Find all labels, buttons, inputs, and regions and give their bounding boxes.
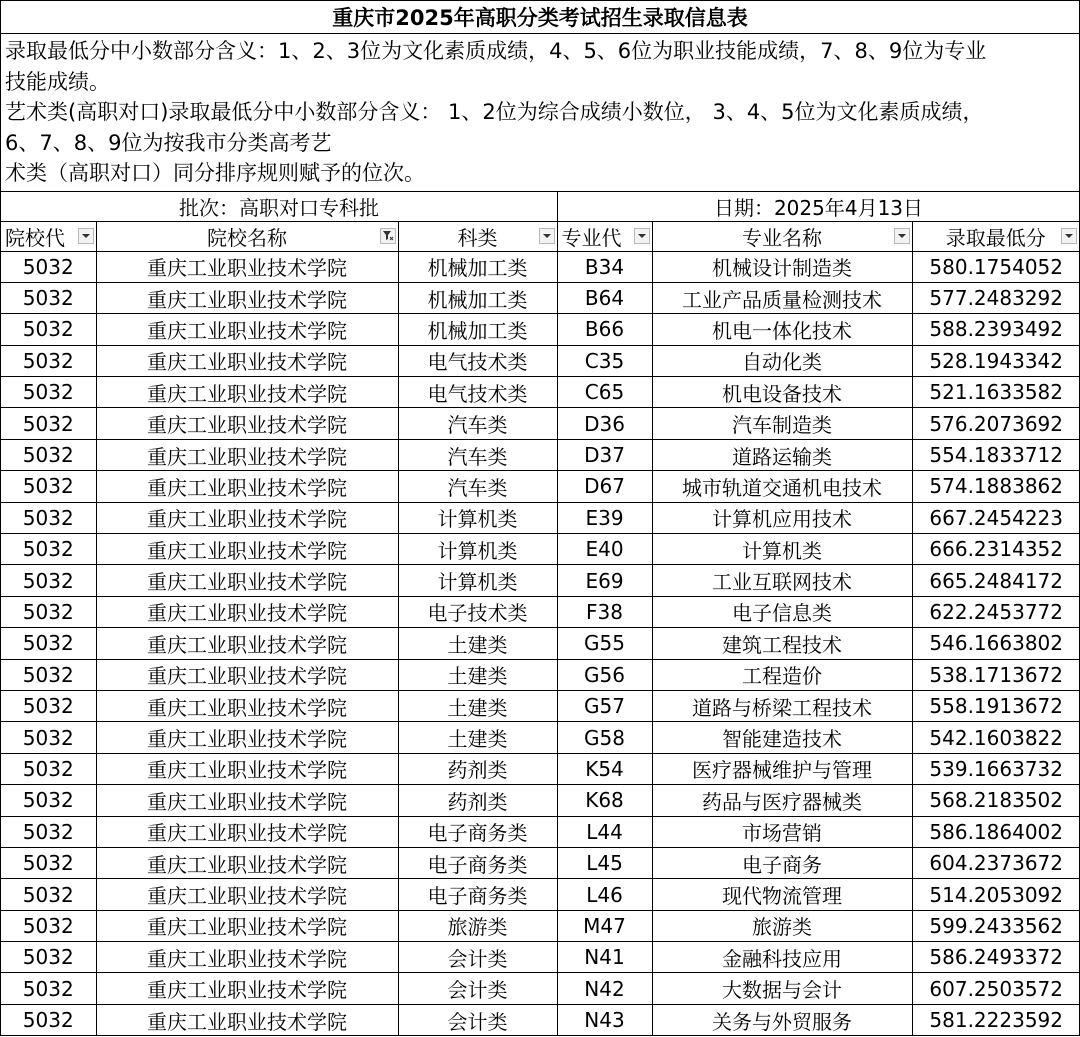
col-header-major-name [652, 222, 912, 252]
school-code-cell[interactable]: 5032 [1, 596, 96, 627]
min-score-cell[interactable]: 542.1603822 [912, 722, 1079, 753]
table-row [1, 596, 1079, 627]
batch-label: 批次：高职对口专科批 [1, 192, 558, 221]
school-name-cell[interactable]: 重庆工业职业技术学院 [96, 282, 398, 313]
school-code-cell[interactable]: 5032 [1, 628, 96, 659]
major-code-cell[interactable]: C65 [557, 377, 652, 408]
min-score-cell[interactable]: 521.1633582 [912, 377, 1079, 408]
category-cell[interactable]: 电子商务类 [398, 816, 557, 847]
major-code-cell[interactable]: G57 [557, 690, 652, 721]
major-name-cell[interactable]: 城市轨道交通机电技术 [652, 471, 912, 502]
major-code-cell[interactable]: G58 [557, 722, 652, 753]
school-name-cell[interactable]: 重庆工业职业技术学院 [96, 345, 398, 376]
major-code-cell[interactable]: B34 [557, 251, 652, 282]
table-row [1, 628, 1079, 659]
major-name-cell[interactable]: 道路与桥梁工程技术 [652, 690, 912, 721]
major-code-cell[interactable]: G56 [557, 659, 652, 690]
category-cell[interactable]: 机械加工类 [398, 251, 557, 282]
table-row [1, 973, 1079, 1004]
school-name-cell[interactable]: 重庆工业职业技术学院 [96, 314, 398, 345]
school-code-cell[interactable]: 5032 [1, 345, 96, 376]
col-header-label: 科类 [457, 225, 498, 250]
major-code-cell[interactable]: N42 [557, 973, 652, 1004]
col-header-label: 录取最低分 [945, 225, 1046, 250]
min-score-cell[interactable]: 538.1713672 [912, 659, 1079, 690]
category-cell[interactable]: 电气技术类 [398, 345, 557, 376]
major-code-cell[interactable]: L45 [557, 847, 652, 878]
table-row [1, 439, 1079, 470]
filter-active-button[interactable] [380, 228, 396, 244]
school-name-cell[interactable]: 重庆工业职业技术学院 [96, 816, 398, 847]
school-code-cell[interactable]: 5032 [1, 973, 96, 1004]
school-code-cell[interactable]: 5032 [1, 565, 96, 596]
min-score-cell[interactable]: 665.2484172 [912, 565, 1079, 596]
header-row [1, 222, 1079, 252]
major-name-cell[interactable]: 道路运输类 [652, 439, 912, 470]
school-name-cell[interactable]: 重庆工业职业技术学院 [96, 628, 398, 659]
category-cell[interactable]: 电子商务类 [398, 879, 557, 910]
school-name-cell[interactable]: 重庆工业职业技术学院 [96, 251, 398, 282]
major-name-cell[interactable]: 工程造价 [652, 659, 912, 690]
table-row [1, 345, 1079, 376]
category-cell[interactable]: 计算机类 [398, 502, 557, 533]
category-cell[interactable]: 药剂类 [398, 753, 557, 784]
school-code-cell[interactable]: 5032 [1, 753, 96, 784]
col-header-label: 专业名称 [742, 225, 822, 250]
col-header-school-name [96, 222, 398, 252]
category-cell[interactable]: 计算机类 [398, 565, 557, 596]
table-row [1, 282, 1079, 313]
table-row [1, 753, 1079, 784]
major-name-cell[interactable]: 现代物流管理 [652, 879, 912, 910]
admission-table [1, 222, 1079, 1037]
filter-dropdown-button[interactable] [1061, 228, 1077, 244]
school-code-cell[interactable]: 5032 [1, 785, 96, 816]
school-name-cell[interactable]: 重庆工业职业技术学院 [96, 471, 398, 502]
major-name-cell[interactable]: 机电一体化技术 [652, 314, 912, 345]
min-score-cell[interactable]: 607.2503572 [912, 973, 1079, 1004]
min-score-cell[interactable]: 554.1833712 [912, 439, 1079, 470]
table-row [1, 565, 1079, 596]
category-cell[interactable]: 汽车类 [398, 408, 557, 439]
col-header-category [398, 222, 557, 252]
school-code-cell[interactable]: 5032 [1, 471, 96, 502]
dropdown-arrow-icon [542, 232, 552, 240]
table-row [1, 1004, 1079, 1035]
table-row [1, 910, 1079, 941]
school-code-cell[interactable]: 5032 [1, 534, 96, 565]
school-code-cell[interactable]: 5032 [1, 942, 96, 973]
major-name-cell[interactable]: 机电设备技术 [652, 377, 912, 408]
min-score-cell[interactable]: 577.2483292 [912, 282, 1079, 313]
category-cell[interactable]: 会计类 [398, 1004, 557, 1035]
min-score-cell[interactable]: 580.1754052 [912, 251, 1079, 282]
sheet-title: 重庆市2025年高职分类考试招生录取信息表 [1, 0, 1079, 34]
school-code-cell[interactable]: 5032 [1, 816, 96, 847]
category-cell[interactable]: 计算机类 [398, 534, 557, 565]
min-score-cell[interactable]: 666.2314352 [912, 534, 1079, 565]
school-name-cell[interactable]: 重庆工业职业技术学院 [96, 502, 398, 533]
major-name-cell[interactable]: 建筑工程技术 [652, 628, 912, 659]
dropdown-arrow-icon [81, 232, 91, 240]
major-name-cell[interactable]: 计算机类 [652, 534, 912, 565]
min-score-cell[interactable]: 586.2493372 [912, 942, 1079, 973]
min-score-cell[interactable]: 574.1883862 [912, 471, 1079, 502]
major-name-cell[interactable]: 药品与医疗器械类 [652, 785, 912, 816]
school-name-cell[interactable]: 重庆工业职业技术学院 [96, 439, 398, 470]
filter-dropdown-button[interactable] [539, 228, 555, 244]
table-row [1, 847, 1079, 878]
school-name-cell[interactable]: 重庆工业职业技术学院 [96, 1004, 398, 1035]
school-name-cell[interactable]: 重庆工业职业技术学院 [96, 879, 398, 910]
school-name-cell[interactable]: 重庆工业职业技术学院 [96, 565, 398, 596]
note-line: 6、7、8、9位为按我市分类高考艺 [5, 130, 332, 155]
school-code-cell[interactable]: 5032 [1, 1004, 96, 1035]
school-code-cell[interactable]: 5032 [1, 690, 96, 721]
table-row [1, 879, 1079, 910]
major-name-cell[interactable]: 汽车制造类 [652, 408, 912, 439]
table-body [1, 251, 1079, 1036]
filter-funnel-icon [382, 230, 394, 242]
category-cell[interactable]: 旅游类 [398, 910, 557, 941]
category-cell[interactable]: 土建类 [398, 722, 557, 753]
major-code-cell[interactable]: B66 [557, 314, 652, 345]
col-header-label: 院校代 [5, 225, 65, 250]
major-name-cell[interactable]: 计算机应用技术 [652, 502, 912, 533]
min-score-cell[interactable]: 528.1943342 [912, 345, 1079, 376]
school-name-cell[interactable]: 重庆工业职业技术学院 [96, 847, 398, 878]
major-code-cell[interactable]: L46 [557, 879, 652, 910]
category-cell[interactable]: 土建类 [398, 628, 557, 659]
category-cell[interactable]: 汽车类 [398, 439, 557, 470]
table-row [1, 251, 1079, 282]
major-code-cell[interactable]: E40 [557, 534, 652, 565]
school-name-cell[interactable]: 重庆工业职业技术学院 [96, 659, 398, 690]
category-cell[interactable]: 会计类 [398, 973, 557, 1004]
major-code-cell[interactable]: C35 [557, 345, 652, 376]
min-score-cell[interactable]: 667.2454223 [912, 502, 1079, 533]
major-name-cell[interactable]: 医疗器械维护与管理 [652, 753, 912, 784]
min-score-cell[interactable]: 558.1913672 [912, 690, 1079, 721]
school-name-cell[interactable]: 重庆工业职业技术学院 [96, 596, 398, 627]
major-code-cell[interactable]: D36 [557, 408, 652, 439]
major-code-cell[interactable]: N43 [557, 1004, 652, 1035]
major-name-cell[interactable]: 智能建造技术 [652, 722, 912, 753]
meta-row [1, 192, 1079, 222]
major-code-cell[interactable]: G55 [557, 628, 652, 659]
category-cell[interactable]: 电气技术类 [398, 377, 557, 408]
table-row [1, 408, 1079, 439]
category-cell[interactable]: 土建类 [398, 659, 557, 690]
dropdown-arrow-icon [637, 232, 647, 240]
major-name-cell[interactable]: 电子信息类 [652, 596, 912, 627]
min-score-cell[interactable]: 581.2223592 [912, 1004, 1079, 1035]
major-code-cell[interactable]: D37 [557, 439, 652, 470]
school-code-cell[interactable]: 5032 [1, 408, 96, 439]
major-name-cell[interactable]: 工业互联网技术 [652, 565, 912, 596]
major-name-cell[interactable]: 工业产品质量检测技术 [652, 282, 912, 313]
min-score-cell[interactable]: 576.2073692 [912, 408, 1079, 439]
category-cell[interactable]: 电子技术类 [398, 596, 557, 627]
filter-dropdown-button[interactable] [894, 228, 910, 244]
major-name-cell[interactable]: 金融科技应用 [652, 942, 912, 973]
major-code-cell[interactable]: K68 [557, 785, 652, 816]
school-name-cell[interactable]: 重庆工业职业技术学院 [96, 722, 398, 753]
note-line: 艺术类(高职对口)录取最低分中小数部分含义： 1、2位为综合成绩小数位， 3、4、5位为文化素质成绩， [5, 100, 984, 124]
school-name-cell[interactable]: 重庆工业职业技术学院 [96, 690, 398, 721]
min-score-cell[interactable]: 568.2183502 [912, 785, 1079, 816]
school-code-cell[interactable]: 5032 [1, 910, 96, 941]
col-header-label: 院校名称 [207, 225, 287, 250]
col-header-major-code [557, 222, 652, 252]
min-score-cell[interactable]: 622.2453772 [912, 596, 1079, 627]
major-name-cell[interactable]: 机械设计制造类 [652, 251, 912, 282]
note-line: 录取最低分中小数部分含义：1、2、3位为文化素质成绩，4、5、6位为职业技能成绩，7、8、9位为专业 [5, 39, 987, 63]
category-cell[interactable]: 药剂类 [398, 785, 557, 816]
note-line: 技能成绩。 [5, 69, 110, 94]
category-cell[interactable]: 会计类 [398, 942, 557, 973]
school-name-cell[interactable]: 重庆工业职业技术学院 [96, 785, 398, 816]
school-name-cell[interactable]: 重庆工业职业技术学院 [96, 377, 398, 408]
school-code-cell[interactable]: 5032 [1, 879, 96, 910]
date-label: 日期：2025年4月13日 [713, 195, 924, 220]
school-code-cell[interactable]: 5032 [1, 847, 96, 878]
major-code-cell[interactable]: E69 [557, 565, 652, 596]
major-name-cell[interactable]: 旅游类 [652, 910, 912, 941]
major-code-cell[interactable]: E39 [557, 502, 652, 533]
category-cell[interactable]: 电子商务类 [398, 847, 557, 878]
table-row [1, 377, 1079, 408]
major-code-cell[interactable]: F38 [557, 596, 652, 627]
school-code-cell[interactable]: 5032 [1, 722, 96, 753]
category-cell[interactable]: 机械加工类 [398, 282, 557, 313]
dropdown-arrow-icon [897, 232, 907, 240]
min-score-cell[interactable]: 599.2433562 [912, 910, 1079, 941]
school-name-cell[interactable]: 重庆工业职业技术学院 [96, 973, 398, 1004]
min-score-cell[interactable]: 604.2373672 [912, 847, 1079, 878]
min-score-cell[interactable]: 588.2393492 [912, 314, 1079, 345]
school-code-cell[interactable]: 5032 [1, 251, 96, 282]
table-row [1, 785, 1079, 816]
major-name-cell[interactable]: 市场营销 [652, 816, 912, 847]
category-cell[interactable]: 汽车类 [398, 471, 557, 502]
school-code-cell[interactable]: 5032 [1, 659, 96, 690]
min-score-cell[interactable]: 514.2053092 [912, 879, 1079, 910]
min-score-cell[interactable]: 546.1663802 [912, 628, 1079, 659]
table-row [1, 816, 1079, 847]
major-code-cell[interactable]: B64 [557, 282, 652, 313]
major-code-cell[interactable]: L44 [557, 816, 652, 847]
table-row [1, 690, 1079, 721]
table-row [1, 314, 1079, 345]
school-name-cell[interactable]: 重庆工业职业技术学院 [96, 408, 398, 439]
major-name-cell[interactable]: 关务与外贸服务 [652, 1004, 912, 1035]
school-name-cell[interactable]: 重庆工业职业技术学院 [96, 753, 398, 784]
min-score-cell[interactable]: 586.1864002 [912, 816, 1079, 847]
school-code-cell[interactable]: 5032 [1, 377, 96, 408]
school-name-cell[interactable]: 重庆工业职业技术学院 [96, 910, 398, 941]
col-header-min-score [912, 222, 1079, 252]
major-code-cell[interactable]: M47 [557, 910, 652, 941]
filter-dropdown-button[interactable] [634, 228, 650, 244]
col-header-label: 专业代 [561, 225, 622, 250]
note-line: 术类（高职对口）同分排序规则赋予的位次。 [5, 161, 425, 185]
major-name-cell[interactable]: 电子商务 [652, 847, 912, 878]
major-code-cell[interactable]: N41 [557, 942, 652, 973]
school-code-cell[interactable]: 5032 [1, 502, 96, 533]
major-name-cell[interactable]: 大数据与会计 [652, 973, 912, 1004]
table-row [1, 502, 1079, 533]
school-name-cell[interactable]: 重庆工业职业技术学院 [96, 942, 398, 973]
dropdown-arrow-icon [1064, 232, 1074, 240]
notes-block [1, 34, 1079, 192]
school-code-cell[interactable]: 5032 [1, 314, 96, 345]
major-code-cell[interactable]: D67 [557, 471, 652, 502]
table-row [1, 722, 1079, 753]
category-cell[interactable]: 机械加工类 [398, 314, 557, 345]
table-row [1, 659, 1079, 690]
major-code-cell[interactable]: K54 [557, 753, 652, 784]
filter-dropdown-button[interactable] [78, 228, 94, 244]
major-name-cell[interactable]: 自动化类 [652, 345, 912, 376]
school-code-cell[interactable]: 5032 [1, 439, 96, 470]
min-score-cell[interactable]: 539.1663732 [912, 753, 1079, 784]
col-header-school-code [1, 222, 96, 252]
school-code-cell[interactable]: 5032 [1, 282, 96, 313]
school-name-cell[interactable]: 重庆工业职业技术学院 [96, 534, 398, 565]
table-row [1, 471, 1079, 502]
category-cell[interactable]: 土建类 [398, 690, 557, 721]
table-row [1, 942, 1079, 973]
table-row [1, 534, 1079, 565]
